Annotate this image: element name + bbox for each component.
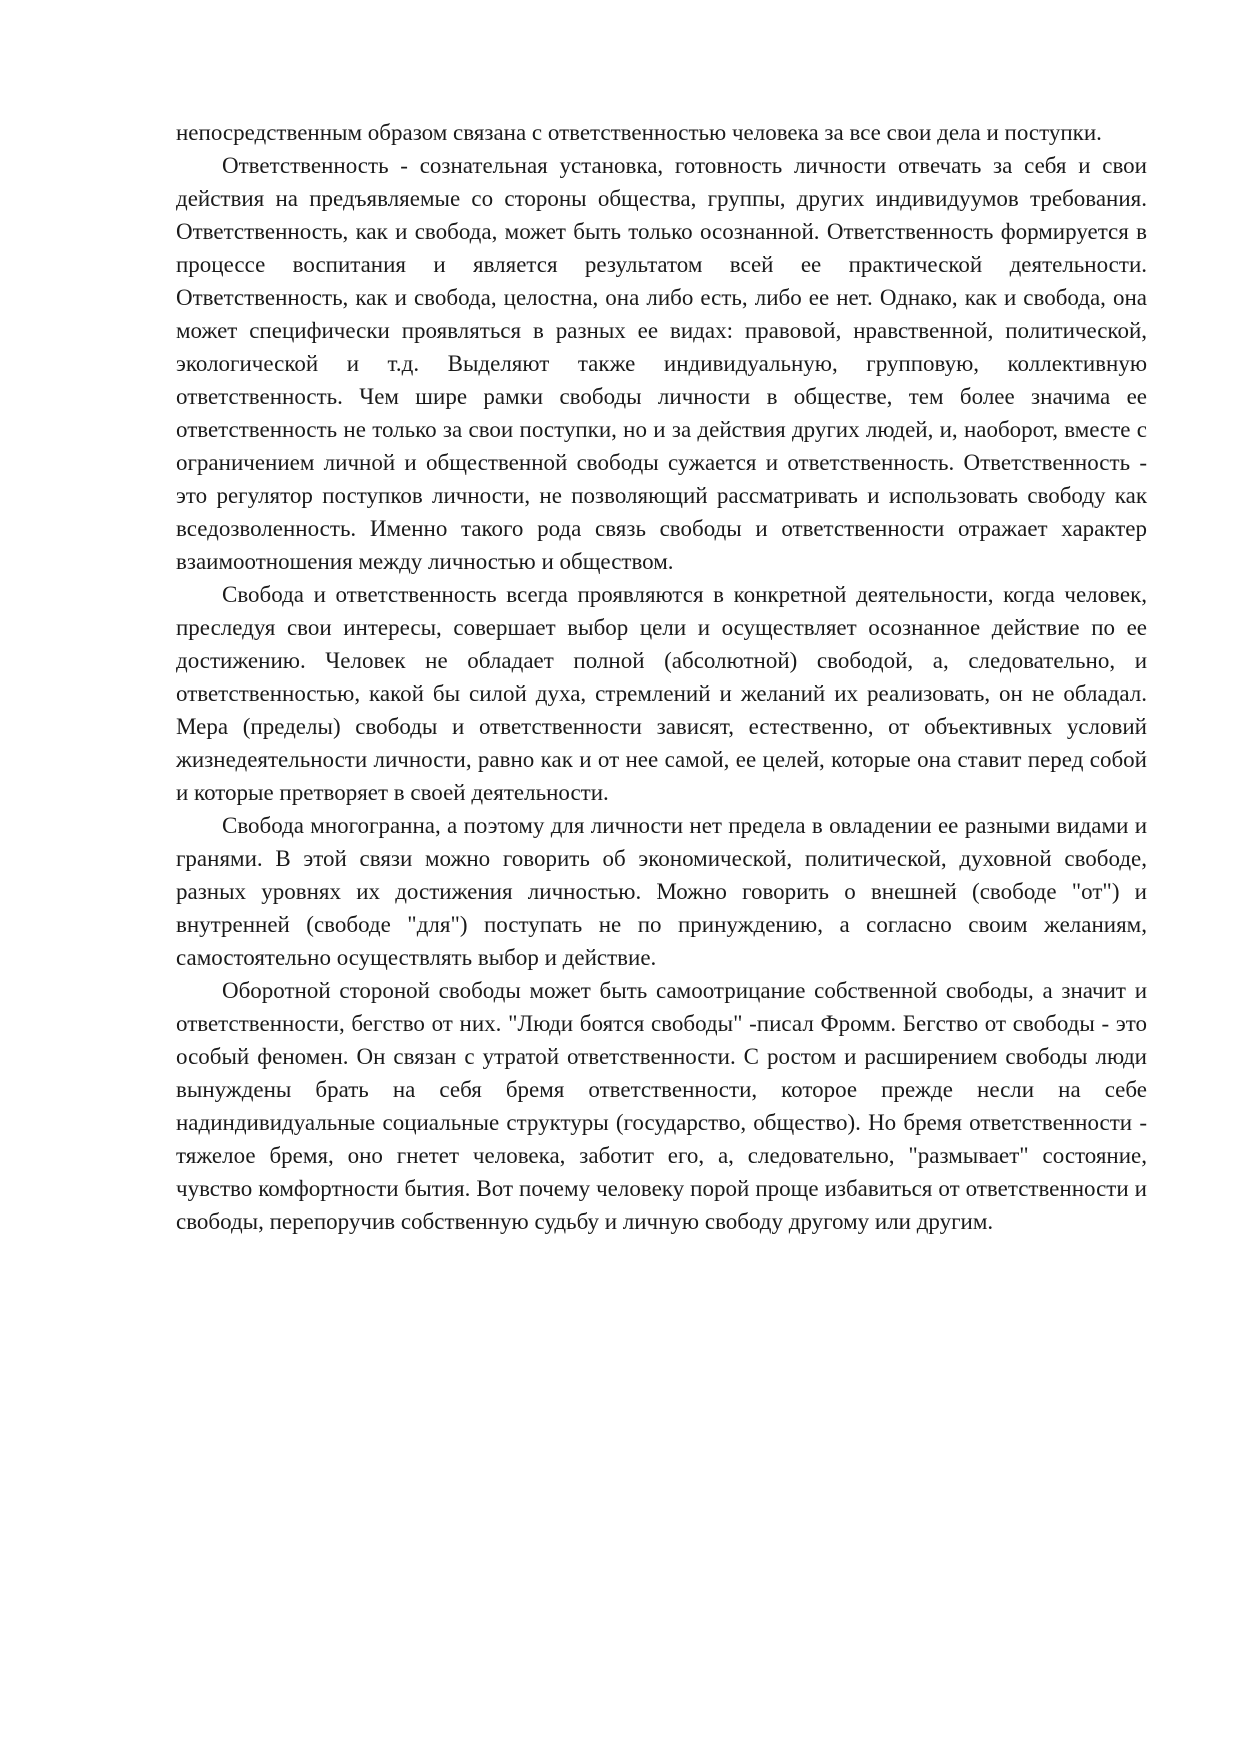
paragraph-continuation: непосредственным образом связана с ответственностью человека за все свои дела и поступки.: [176, 120, 1102, 145]
paragraph-responsibility: Ответственность - сознательная установка, готовность личности отвечать за себя и свои действия на предъявляемые со стороны общества, группы, других индивидуумов требования. Ответственность, как и свобода, может быть только осознанной. Ответственность формируется в процессе воспитания и является результатом всей ее практической деятельности. Ответственность, как и свобода, целостна, она либо есть, либо ее нет. Однако, как и свобода, она может специфически проявляться в разных ее видах: правовой, нравственной, политической, экологической и т.д. Выделяют также индивидуальную, групповую, коллективную ответственность. Чем шире рамки свободы личности в обществе, тем более значима ее ответственность не только за свои поступки, но и за действия других людей, и, наоборот, вместе с ограничением личной и общественной свободы сужается и ответственность. Ответственность - это регулятор поступков личности, не позволяющий рассматривать и использовать свободу как вседозволенность. Именно такого рода связь свободы и ответственности отражает характер взаимоотношения между личностью и обществом.: [176, 153, 1147, 574]
paragraph-freedom-activity: Свобода и ответственность всегда проявляются в конкретной деятельности, когда человек, преследуя свои интересы, совершает выбор цели и осуществляет осознанное действие по ее достижению. Человек не обладает полной (абсолютной) свободой, а, следовательно, и ответственностью, какой бы силой духа, стремлений и желаний их реализовать, он не обладал. Мера (пределы) свободы и ответственности зависят, естественно, от объективных условий жизнедеятельности личности, равно как и от нее самой, ее целей, которые она ставит перед собой и которые претворяет в своей деятельности.: [176, 582, 1147, 805]
body-text: [176, 116, 1147, 1238]
paragraph-escape-from-freedom: Оборотной стороной свободы может быть самоотрицание собственной свободы, а значит и ответственности, бегство от них. "Люди боятся свободы" -писал Фромм. Бегство от свободы - это особый феномен. Он связан с утратой ответственности. С ростом и расширением свободы люди вынуждены брать на себя бремя ответственности, которое прежде несли на себе надиндивидуальные социальные структуры (государство, общество). Но бремя ответственности - тяжелое бремя, оно гнетет человека, заботит его, а, следовательно, "размывает" состояние, чувство комфортности бытия. Вот почему человеку порой проще избавиться от ответственности и свободы, перепоручив собственную судьбу и личную свободу другому или другим.: [176, 978, 1147, 1234]
paragraph-freedom-facets: Свобода многогранна, а поэтому для личности нет предела в овладении ее разными видами и гранями. В этой связи можно говорить об экономической, политической, духовной свободе, разных уровнях их достижения личностью. Можно говорить о внешней (свободе "от") и внутренней (свободе "для") поступать не по принуждению, а согласно своим желаниям, самостоятельно осуществлять выбор и действие.: [176, 813, 1147, 970]
